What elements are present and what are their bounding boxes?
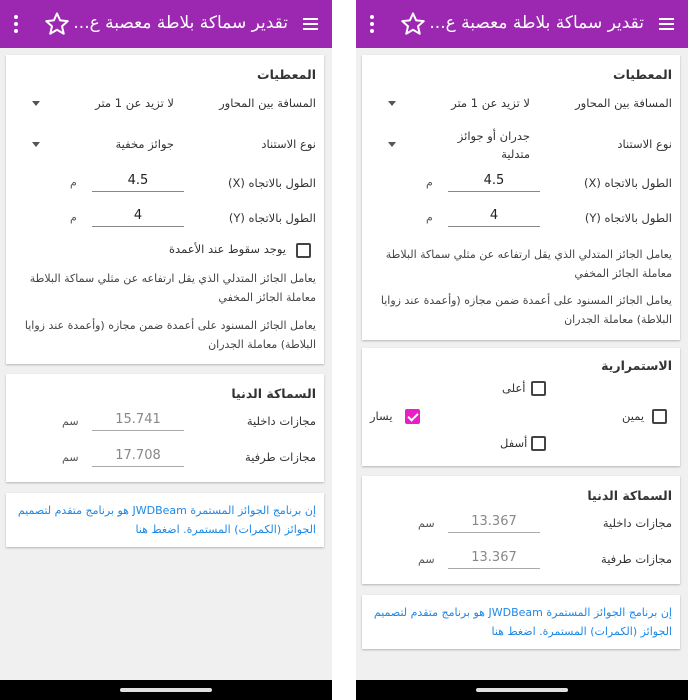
- support-select[interactable]: جوائز مخفية: [115, 137, 174, 151]
- unit-label: م: [70, 211, 77, 224]
- result-heading: السماكة الدنيا: [587, 488, 672, 503]
- drop-label: يوجد سقوط عند الأعمدة: [169, 242, 286, 256]
- screen-right: [356, 0, 688, 700]
- unit-label: م: [426, 211, 433, 224]
- app-title: تقدير سماكة بلاطة معصبة ع...: [429, 13, 644, 33]
- edge-value: 17.708: [92, 446, 184, 467]
- continuity-top-checkbox[interactable]: [531, 381, 546, 396]
- inputs-heading: المعطيات: [613, 67, 672, 82]
- screen-left: [0, 0, 332, 700]
- continuity-top-label: أعلى: [502, 381, 526, 395]
- hamburger-menu-icon[interactable]: [650, 8, 682, 40]
- result-heading: السماكة الدنيا: [231, 386, 316, 401]
- interior-value: 13.367: [448, 512, 540, 533]
- support-label: نوع الاستناد: [617, 137, 672, 151]
- promo-link[interactable]: إن برنامج الجوائز المستمرة JWDBeam هو برنامج متقدم لتصميم الجوائز (الكمرات) المستمرة. اضغط هنا: [17, 504, 316, 536]
- length-y-input[interactable]: 4: [92, 206, 184, 227]
- length-x-input[interactable]: 4.5: [92, 171, 184, 192]
- star-outline-icon[interactable]: [398, 9, 428, 39]
- inputs-heading: المعطيات: [257, 67, 316, 82]
- more-vertical-icon[interactable]: [4, 8, 28, 40]
- continuity-left-checkbox[interactable]: [405, 409, 420, 424]
- home-indicator[interactable]: [476, 688, 568, 692]
- hamburger-menu-icon[interactable]: [294, 8, 326, 40]
- continuity-right-checkbox[interactable]: [652, 409, 667, 424]
- promo-link[interactable]: إن برنامج الجوائز المستمرة JWDBeam هو برنامج متقدم لتصميم الجوائز (الكمرات) المستمرة. اضغط هنا: [373, 606, 672, 638]
- system-nav-bar: [0, 680, 332, 700]
- more-vertical-icon[interactable]: [360, 8, 384, 40]
- note-hidden-beam: يعامل الجائز المتدلي الذي يقل ارتفاعه عن مثلي سماكة البلاطة معاملة الجائز المخفي: [385, 248, 672, 280]
- continuity-bottom-label: أسفل: [500, 436, 528, 450]
- unit-label: م: [426, 176, 433, 189]
- dropdown-arrow-icon[interactable]: [388, 142, 396, 147]
- continuity-bottom-checkbox[interactable]: [531, 436, 546, 451]
- dropdown-arrow-icon[interactable]: [388, 101, 396, 106]
- promo-card[interactable]: [362, 595, 680, 649]
- app-title: تقدير سماكة بلاطة معصبة ع...: [73, 13, 288, 33]
- app-bar: [356, 0, 688, 48]
- unit-label: سم: [418, 517, 435, 530]
- note-hidden-beam: يعامل الجائز المتدلي الذي يقل ارتفاعه عن مثلي سماكة البلاطة معاملة الجائز المخفي: [29, 272, 316, 304]
- unit-label: سم: [62, 415, 79, 428]
- unit-label: سم: [62, 451, 79, 464]
- length-x-input[interactable]: 4.5: [448, 171, 540, 192]
- note-column-beam: يعامل الجائز المسنود على أعمدة ضمن مجازه (وأعمدة عند زوايا البلاطة) معاملة الجدران: [24, 319, 316, 351]
- edge-label: مجازات طرفية: [601, 552, 672, 566]
- spacing-select[interactable]: لا تزيد عن 1 متر: [451, 96, 530, 110]
- dropdown-arrow-icon[interactable]: [32, 101, 40, 106]
- spacing-label: المسافة بين المحاور: [219, 96, 316, 110]
- continuity-card: [362, 348, 680, 466]
- continuity-right-label: يمين: [622, 409, 645, 423]
- continuity-left-label: يسار: [370, 409, 393, 423]
- home-indicator[interactable]: [120, 688, 212, 692]
- length-x-label: الطول بالاتجاه (X): [583, 176, 672, 190]
- promo-card[interactable]: [6, 493, 324, 547]
- system-nav-bar: [356, 680, 688, 700]
- length-y-label: الطول بالاتجاه (Y): [228, 211, 316, 225]
- interior-label: مجازات داخلية: [602, 516, 672, 530]
- star-outline-icon[interactable]: [42, 9, 72, 39]
- support-select[interactable]: جدران أو جوائز متدلية: [457, 129, 530, 161]
- note-column-beam: يعامل الجائز المسنود على أعمدة ضمن مجازه (وأعمدة عند زوايا البلاطة) معاملة الجدران: [380, 294, 672, 326]
- dropdown-arrow-icon[interactable]: [32, 142, 40, 147]
- inputs-card: [362, 55, 680, 340]
- edge-label: مجازات طرفية: [245, 450, 316, 464]
- unit-label: م: [70, 176, 77, 189]
- unit-label: سم: [418, 553, 435, 566]
- length-x-label: الطول بالاتجاه (X): [227, 176, 316, 190]
- support-label: نوع الاستناد: [261, 137, 316, 151]
- spacing-select[interactable]: لا تزيد عن 1 متر: [95, 96, 174, 110]
- result-card: [6, 374, 324, 482]
- length-y-input[interactable]: 4: [448, 206, 540, 227]
- edge-value: 13.367: [448, 548, 540, 569]
- inputs-card: [6, 55, 324, 364]
- interior-value: 15.741: [92, 410, 184, 431]
- result-card: [362, 476, 680, 584]
- drop-checkbox[interactable]: [296, 243, 311, 258]
- continuity-heading: الاستمرارية: [601, 358, 672, 373]
- app-bar: [0, 0, 332, 48]
- interior-label: مجازات داخلية: [246, 414, 316, 428]
- length-y-label: الطول بالاتجاه (Y): [584, 211, 672, 225]
- spacing-label: المسافة بين المحاور: [575, 96, 672, 110]
